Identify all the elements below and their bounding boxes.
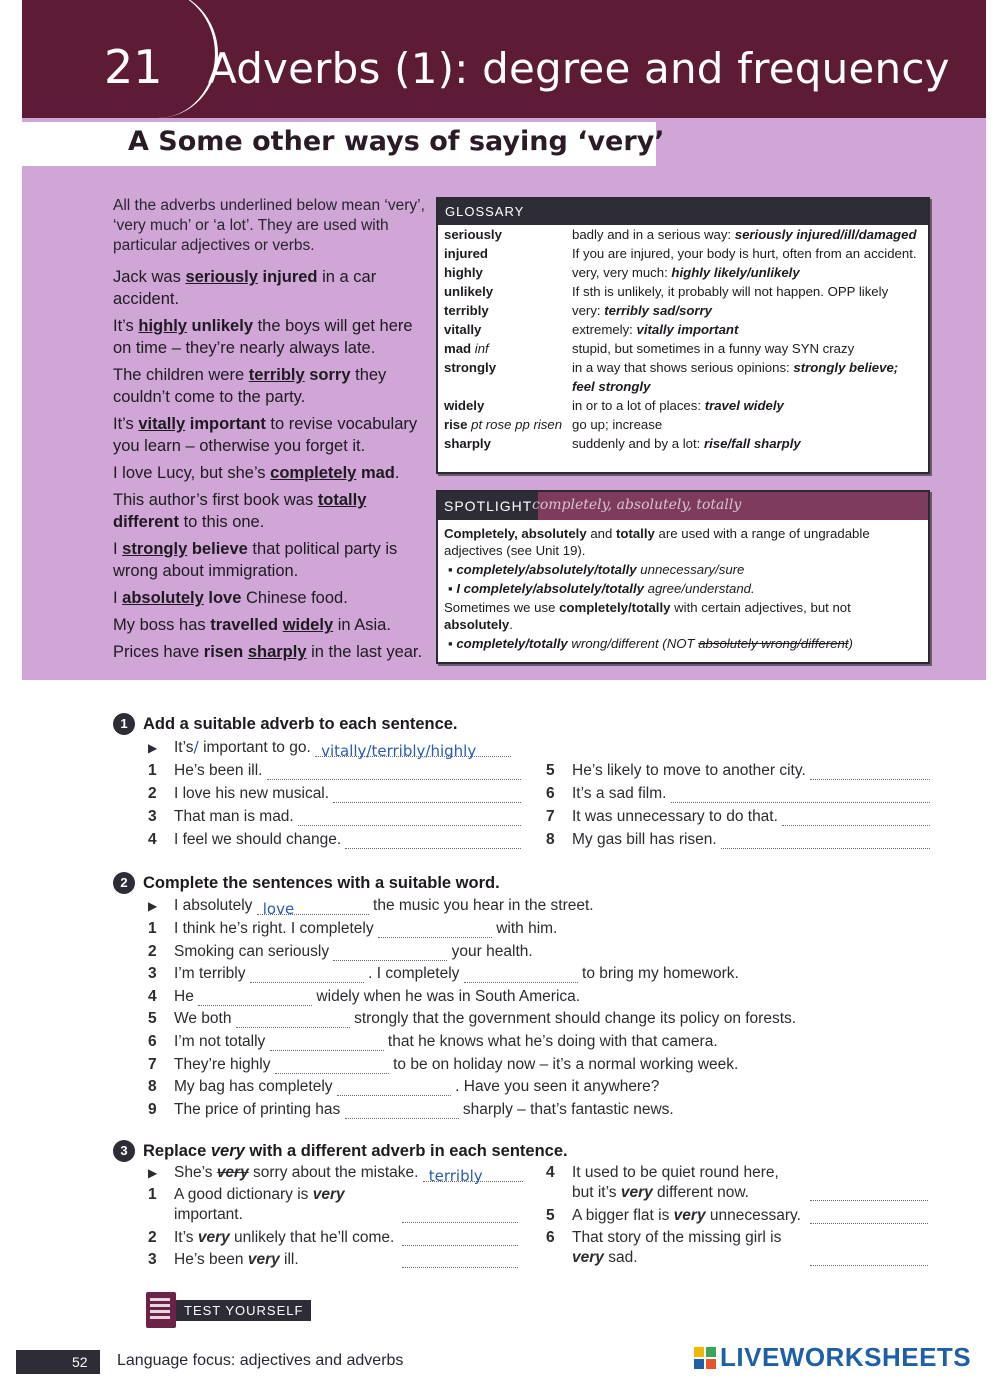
glossary-definition: extremely: vitally important [572,322,739,337]
answer-blank[interactable] [333,788,521,803]
spotlight-label: SPOTLIGHT [438,492,538,520]
glossary-term: injured [444,246,488,261]
answer-blank[interactable] [402,1231,518,1246]
exercise-3-heading [113,1140,568,1162]
exercise-2-item: 3 I’m terribly . I completely to bring my homework. [148,965,739,983]
answer-blank[interactable] [810,1186,928,1201]
glossary-definition: go up; increase [572,417,663,432]
glossary-heading: GLOSSARY [438,199,928,225]
glossary-row [438,415,928,434]
glossary-definition: in or to a lot of places: travel widely [572,398,784,413]
page-number: 52 [72,1354,88,1370]
exercise-2-item: 2 Smoking can seriously your health. [148,942,533,960]
exercise-2-example: ▶ I absolutely love the music you hear in the street. [148,897,594,918]
answer-blank[interactable] [298,811,521,826]
answer-blank[interactable] [782,811,930,826]
notebook-icon [146,1292,176,1328]
exercise-1-item: 7 It was unnecessary to do that. [546,808,930,826]
answer-blank[interactable] [378,923,492,938]
example-sentence: This author’s first book was totally different to this one. [113,491,367,531]
exercise-1-item: 1 He’s been ill. [148,762,521,780]
exercise-1-heading [113,713,458,735]
exercise-2-title: Complete the sentences with a suitable word. [143,873,500,892]
unit-title: Adverbs (1): degree and frequency [208,44,950,93]
glossary-term: seriously [444,227,502,242]
test-yourself-label: TEST YOURSELF [176,1300,311,1321]
spotlight-bullet-1: ▪ completely/absolutely/totally unnecessary/sure [448,562,745,577]
underlined-adverb: absolutely [122,589,204,607]
exercise-3-item: 6 That story of the missing girl is [546,1229,782,1246]
liveworksheets-wordmark: LIVEWORKSHEETS [720,1342,972,1372]
exercise-1-example-blank[interactable] [315,742,511,760]
answer-blank[interactable] [236,1013,350,1028]
example-sentence: The children were terribly sorry they couldn’t come to the party. [113,366,387,406]
exercise-3-item-continued: but it’s very different now. [572,1184,749,1201]
answer-blank[interactable] [270,1036,384,1051]
glossary-definition: badly and in a serious way: seriously injured/ill/damaged [572,227,917,242]
glossary-term: mad inf [444,341,489,356]
answer-blank[interactable] [275,1059,389,1074]
exercise-3-example-blank[interactable] [423,1167,523,1185]
glossary-rows [438,225,928,453]
exercise-1-number: 1 [113,713,135,735]
answer-blank[interactable] [250,968,364,983]
exercise-1-title: Add a suitable adverb to each sentence. [143,714,458,733]
glossary-term: unlikely [444,284,494,299]
unit-number: 21 [104,40,163,94]
exercise-3-item: 4 It used to be quiet round here, [546,1164,779,1181]
glossary-definition: If you are injured, your body is hurt, often from an accident. [572,246,917,261]
glossary-box [436,197,930,474]
glossary-term: vitally [444,322,482,337]
glossary-definition: stupid, but sometimes in a funny way SYN crazy [572,341,855,356]
glossary-term: rise pt rose pp risen [444,417,563,432]
exercise-2-heading [113,872,500,894]
exercise-3-item: 3 He’s been very ill. [148,1251,299,1268]
exercise-3-example-answer: terribly [428,1167,483,1185]
exercise-3-item-continued: important. [174,1206,243,1223]
spotlight-box [436,490,930,664]
underlined-adverb: highly [138,317,187,335]
exercise-3-item: 1 A good dictionary is very [148,1186,345,1203]
example-sentence: My boss has travelled widely in Asia. [113,616,391,634]
example-sentence: It’s vitally important to revise vocabulary you learn – otherwise you forget it. [113,415,418,455]
exercise-1-item: 6 It’s a sad film. [546,785,930,803]
exercise-1-item: 4 I feel we should change. [148,831,521,849]
glossary-term: strongly [444,360,497,375]
glossary-row [438,244,928,263]
exercise-3-item: 2 It’s very unlikely that he’ll come. [148,1229,395,1246]
example-sentence: I strongly believe that political party is wrong about immigration. [113,540,398,580]
example-sentence: Prices have risen sharply in the last year. [113,643,423,661]
glossary-row [438,434,928,453]
underlined-adverb: vitally [138,415,186,433]
intro-text: All the adverbs underlined below mean ‘very’, ‘very much’ or ‘a lot’. They are used with particular adjectives or verbs. [113,197,425,254]
answer-blank[interactable] [345,834,521,849]
spotlight-header [438,492,928,520]
answer-blank[interactable] [402,1208,518,1223]
underlined-adverb: widely [282,616,334,634]
answer-blank[interactable] [810,765,930,780]
example-sentence: I absolutely love Chinese food. [113,589,348,607]
exercise-2-item: 9 The price of printing has sharply – that’s fantastic news. [148,1100,674,1118]
glossary-term: sharply [444,436,491,451]
glossary-row [438,320,928,339]
glossary-row [438,339,928,358]
spotlight-bullet-3: ▪ completely/totally wrong/different (NOT absolutely wrong/different) [448,636,853,651]
exercise-2-item: 5 We both strongly that the government should change its policy on forests. [148,1010,797,1028]
underlined-adverb: sharply [247,643,307,661]
glossary-definition: in a way that shows serious opinions: strongly believe; feel strongly [572,360,899,394]
exercise-1-item: 8 My gas bill has risen. [546,831,930,849]
answer-blank[interactable] [464,968,578,983]
exercise-2-example-blank[interactable] [257,900,369,918]
footer-section-title: Language focus: adjectives and adverbs [117,1352,404,1369]
exercise-3-item: 5 A bigger flat is very unnecessary. [546,1207,801,1224]
example-sentence: I love Lucy, but she’s completely mad. [113,464,400,482]
example-arrow-icon: ▶ [148,1166,158,1180]
underlined-adverb: strongly [122,540,188,558]
glossary-row [438,396,928,415]
answer-blank[interactable] [402,1253,518,1268]
answer-blank[interactable] [810,1209,928,1224]
example-sentence: Jack was seriously injured in a car accident. [113,268,377,308]
liveworksheets-brand [694,1342,971,1373]
spotlight-subtitle: completely, absolutely, totally [532,497,742,513]
exercise-2-example-answer: love [262,900,295,918]
spotlight-para-2: Sometimes we use completely/totally with certain adjectives, but not absolutely. [444,600,851,632]
exercise-2-item: 1 I think he’s right. I completely with him. [148,920,558,937]
example-arrow-icon: ▶ [148,741,158,755]
spotlight-para-1: Completely, absolutely and totally are used with a range of ungradable adjectives (see Unit 19). [444,526,870,558]
answer-blank[interactable] [810,1251,928,1266]
exercise-2-item: 6 I’m not totally that he knows what he’s doing with that camera. [148,1033,718,1050]
exercise-1-example-answer: vitally/terribly/highly [321,742,477,760]
underlined-adverb: terribly [248,366,305,384]
exercise-2-number: 2 [113,872,135,894]
answer-blank[interactable] [345,1104,459,1119]
answer-blank[interactable] [267,765,521,780]
spotlight-body [438,520,928,659]
exercise-3-number: 3 [113,1140,135,1162]
section-a-title: A Some other ways of saying ‘very’ [128,126,665,157]
glossary-definition: suddenly and by a lot: rise/fall sharply [572,436,801,451]
exercise-3-item-continued: very sad. [572,1249,638,1266]
answer-blank[interactable] [337,1081,451,1096]
glossary-term: terribly [444,303,489,318]
answer-blank[interactable] [333,946,447,961]
glossary-row [438,358,928,396]
glossary-term: widely [444,398,485,413]
glossary-row [438,225,928,244]
exercise-1-item: 2 I love his new musical. [148,785,521,803]
answer-blank[interactable] [671,788,930,803]
underlined-adverb: seriously [185,268,258,286]
underlined-adverb: totally [317,491,367,509]
exercise-2-item: 7 They’re highly to be on holiday now – it’s a normal working week. [148,1055,739,1073]
example-sentence: It’s highly unlikely the boys will get here on time – they’re nearly always late. [113,317,413,357]
exercise-3-title: Replace very with a different adverb in each sentence. [143,1141,568,1160]
glossary-definition: If sth is unlikely, it probably will not happen. OPP likely [572,284,889,299]
exercise-1-item: 5 He’s likely to move to another city. [546,762,930,780]
glossary-row [438,301,928,320]
exercise-2-item: 8 My bag has completely . Have you seen it anywhere? [148,1078,660,1096]
exercise-1-item: 3 That man is mad. [148,808,521,826]
glossary-row [438,263,928,282]
exercise-2-item: 4 He widely when he was in South America. [148,987,581,1005]
liveworksheets-logo-icon [694,1347,716,1369]
glossary-term: highly [444,265,483,280]
glossary-definition: very: terribly sad/sorry [572,303,712,318]
exercise-3-example: ▶ She’s very sorry about the mistake. terribly [148,1164,523,1182]
exercise-1-example: ▶ It’s/ important to go. vitally/terribly/highly [148,738,511,757]
answer-blank[interactable] [721,834,930,849]
glossary-definition: very, very much: highly likely/unlikely [572,265,800,280]
examples-column [113,196,428,668]
example-arrow-icon: ▶ [148,899,158,913]
test-yourself-button[interactable] [146,1292,311,1328]
example-sentences [113,266,428,663]
glossary-row [438,282,928,301]
underlined-adverb: completely [270,464,357,482]
answer-blank[interactable] [198,991,312,1006]
spotlight-bullet-2: ▪ I completely/absolutely/totally agree/understand. [448,581,755,596]
